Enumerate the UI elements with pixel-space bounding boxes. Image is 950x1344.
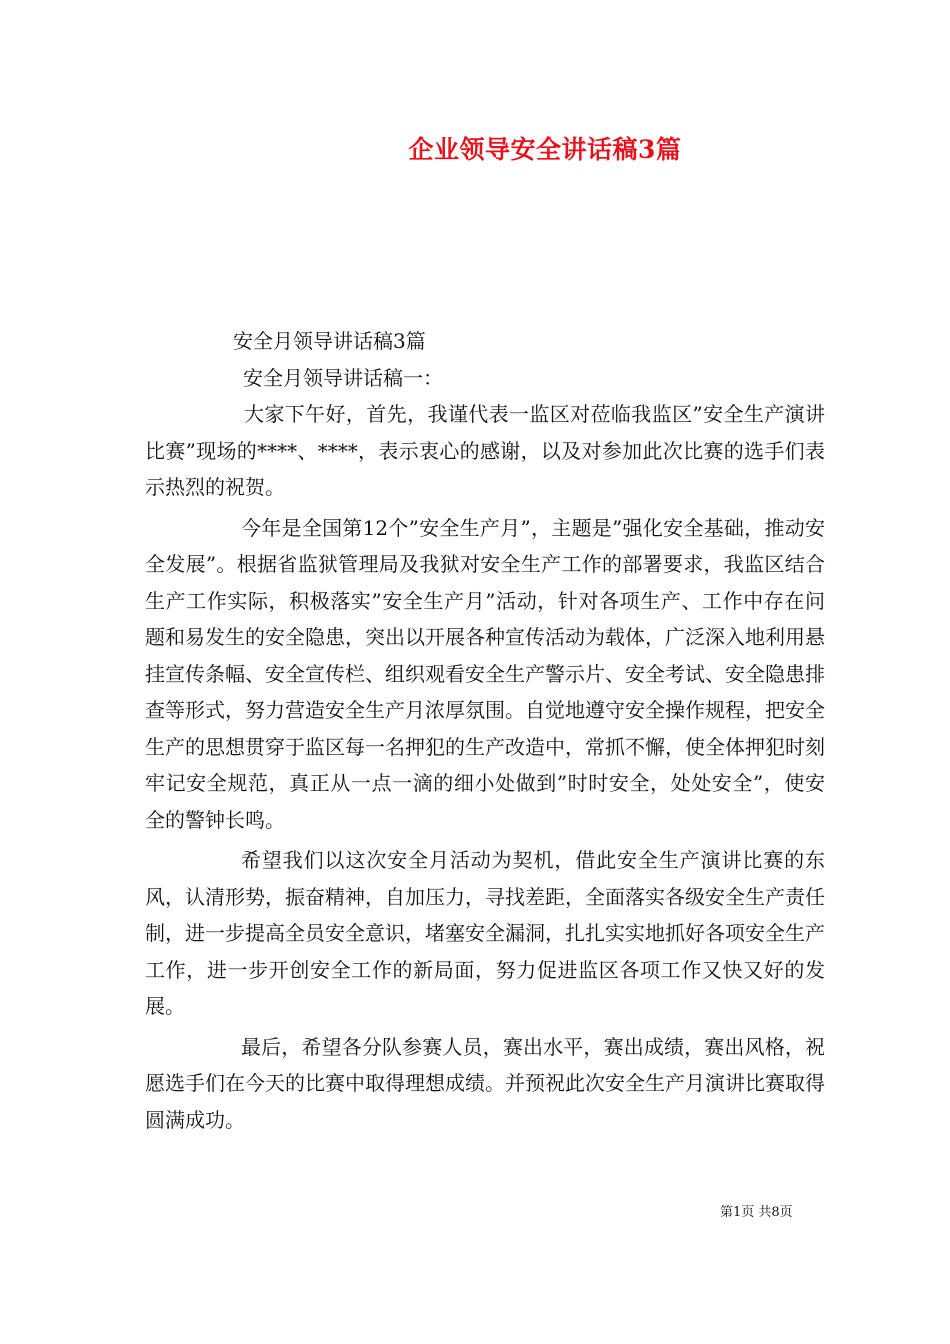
- document-title: 企业领导安全讲话稿3篇: [408, 135, 682, 164]
- page-number-footer: 第1页 共8页: [720, 1205, 793, 1220]
- body-paragraph-4: 最后，希望各分队参赛人员，赛出水平，赛出成绩，赛出风格，祝愿选手们在今天的比赛中取得理想成绩。并预祝此次安全生产月演讲比赛取得圆满成功。: [145, 1034, 825, 1132]
- document-body: [145, 323, 825, 1142]
- body-paragraph-2: 今年是全国第12个”安全生产月”，主题是”强化安全基础，推动安全发展”。根据省监狱管理局及我狱对安全生产工作的部署要求，我监区结合生产工作实际，积极落实”安全生产月”活动，针对各项生产、工作中存在问题和易发生的安全隐患，突出以开展各种宣传活动为载体，广泛深入地利用悬挂宣传条幅、安全宣传栏、组织观看安全生产警示片、安全考试、安全隐患排查等形式，努力营造安全生产月浓厚氛围。自觉地遵守安全操作规程，把安全生产的思想贯穿于监区每一名押犯的生产改造中，常抓不懈，使全体押犯时刻牢记安全规范，真正从一点一滴的细小处做到”时时安全，处处安全”，使安全的警钟长鸣。: [145, 515, 825, 832]
- body-paragraph-3: 希望我们以这次安全月活动为契机，借此安全生产演讲比赛的东风，认清形势，振奋精神，自加压力，寻找差距，全面落实各级安全生产责任制，进一步提高全员安全意识，堵塞安全漏洞，扎扎实实地抓好各项安全生产工作，进一步开创安全工作的新局面，努力促进监区各项工作又快又好的发展。: [145, 848, 825, 1018]
- document-subtitle: 安全月领导讲话稿3篇: [233, 329, 426, 353]
- body-paragraph-1: 大家下午好，首先，我谨代表一监区对莅临我监区”安全生产演讲比赛”现场的****、****，表示衷心的感谢，以及对参加此次比赛的选手们表示热烈的祝贺。: [145, 402, 825, 499]
- section-heading: 安全月领导讲话稿一：: [243, 365, 443, 390]
